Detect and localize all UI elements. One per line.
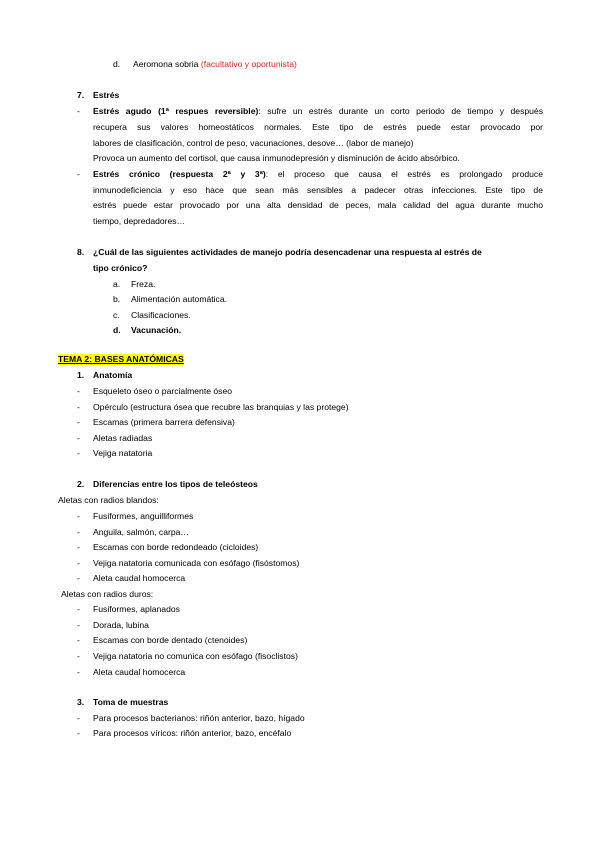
dash: - <box>77 635 80 645</box>
paragraph-line: Estrés crónico (respuesta 2ª y 3ª): el proceso que causa el estrés es prolongado produce <box>93 169 544 179</box>
dash: - <box>77 527 80 537</box>
option-text-correct: Vacunación. <box>131 325 182 335</box>
list-item: Para procesos bacterianos: riñón anterior, bazo, hígado <box>93 713 305 723</box>
list-item: Aletas radiadas <box>93 433 153 443</box>
dash: - <box>77 511 80 521</box>
dash: - <box>77 433 80 443</box>
list-item: Para procesos víricos: riñón anterior, bazo, encéfalo <box>93 728 292 738</box>
dash: - <box>77 573 80 583</box>
dash: - <box>77 713 80 723</box>
section-title: Diferencias entre los tipos de teleósteos <box>93 479 258 489</box>
chapter-heading: TEMA 2: BASES ANATÓMICAS <box>58 354 184 364</box>
paragraph-line: Provoca un aumento del cortisol, que causa inmunodepresión y disminución de ácido absórbico. <box>93 153 460 163</box>
list-item: Escamas con borde redondeado (cicloides) <box>93 542 259 552</box>
dash: - <box>77 728 80 738</box>
question-line: ¿Cuál de las siguientes actividades de manejo podría desencadenar una respuesta al estrés de <box>93 247 482 257</box>
option-marker: d. <box>113 325 121 335</box>
dash: - <box>77 620 80 630</box>
list-item: Vejiga natatoria <box>93 448 153 458</box>
option-text: Freza. <box>131 279 156 289</box>
paragraph-line: Estrés agudo (1ª respues reversible): sufre un estrés durante un corto periodo de tiempo y después <box>93 106 543 116</box>
list-item: Vejiga natatoria no comunica con esófago (fisoclistos) <box>93 651 298 661</box>
dash: - <box>77 448 80 458</box>
list-marker: d. <box>113 59 121 69</box>
list-item: Escamas (primera barrera defensiva) <box>93 417 235 427</box>
paragraph-line: labores de clasificación, control de peso, vacunaciones, desove… (labor de manejo) <box>93 138 414 148</box>
list-item: Esqueleto óseo o parcialmente óseo <box>93 386 233 396</box>
red-note: (facultativo y oportunista) <box>200 59 297 69</box>
option-marker: a. <box>113 279 121 289</box>
list-item: Anguila, salmón, carpa… <box>93 527 190 537</box>
section-title: Estrés <box>93 90 120 100</box>
dash: - <box>77 542 80 552</box>
group-label: Aletas con radios blandos: <box>58 495 159 505</box>
dash: - <box>77 558 80 568</box>
list-item: Aeromona sobria (facultativo y oportunista) <box>133 59 297 69</box>
dash: - <box>77 604 80 614</box>
section-number: 1. <box>77 370 85 380</box>
list-item: Aleta caudal homocerca <box>93 667 186 677</box>
paragraph-line: estrés puede estar provocado por una alta densidad de peces, mala calidad del agua durante mucho <box>93 200 543 210</box>
option-text: Alimentación automática. <box>131 294 228 304</box>
dash: - <box>77 169 80 179</box>
paragraph-line: inmunodeficiencia y eso hace que sean más sensibles a padecer otras infecciones. Este tipo de <box>93 185 543 195</box>
option-text: Clasificaciones. <box>131 310 191 320</box>
list-item: Fusiformes, aplanados <box>93 604 180 614</box>
question-number: 8. <box>77 247 85 257</box>
option-marker: c. <box>113 310 120 320</box>
dash: - <box>77 651 80 661</box>
question-line: tipo crónico? <box>93 263 148 273</box>
dash: - <box>77 106 80 116</box>
dash: - <box>77 402 80 412</box>
section-number: 7. <box>77 90 85 100</box>
list-item: Opérculo (estructura ósea que recubre las branquias y las protege) <box>93 402 349 412</box>
list-item: Escamas con borde dentado (ctenoides) <box>93 635 248 645</box>
list-item: Aleta caudal homocerca <box>93 573 186 583</box>
dash: - <box>77 417 80 427</box>
dash: - <box>77 386 80 396</box>
option-marker: b. <box>113 294 121 304</box>
list-item: Vejiga natatoria comunicada con esófago (fisóstomos) <box>93 558 300 568</box>
list-item: Fusiformes, anguilliformes <box>93 511 194 521</box>
section-title: Toma de muestras <box>93 697 169 707</box>
paragraph-line: tiempo, depredadores… <box>93 216 186 226</box>
group-label: Aletas con radios duros: <box>61 589 154 599</box>
section-title: Anatomía <box>93 370 133 380</box>
paragraph-line: recupera sus valores homeostáticos normales. Este tipo de estrés puede estar provocado por <box>93 122 543 132</box>
dash: - <box>77 667 80 677</box>
section-number: 3. <box>77 697 85 707</box>
list-item: Dorada, lubina <box>93 620 149 630</box>
section-number: 2. <box>77 479 85 489</box>
